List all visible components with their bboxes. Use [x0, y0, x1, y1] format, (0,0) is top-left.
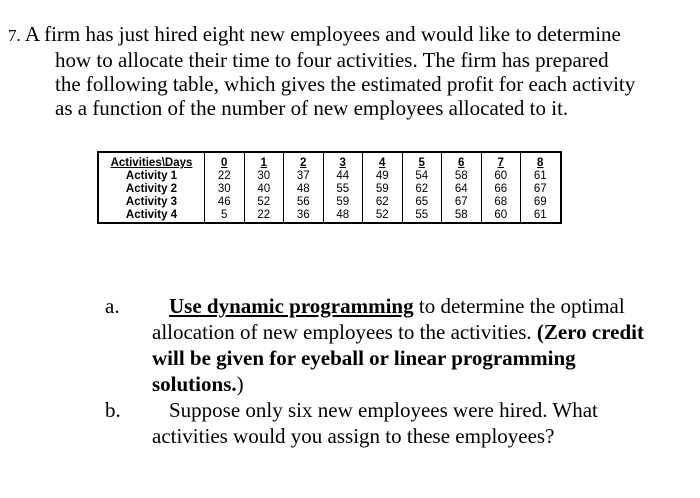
table-cell: 67: [442, 196, 482, 209]
table-cell: 58: [442, 209, 482, 223]
part-b-letter: b.: [105, 398, 121, 422]
part-a-line-4-end: ): [236, 372, 244, 396]
table-cell: 30: [244, 170, 284, 183]
table-cell: 36: [284, 209, 324, 223]
table-row: [98, 170, 561, 183]
table-cell: 60: [481, 170, 521, 183]
table-cell: 5: [205, 209, 245, 223]
part-a-line-4-bold: solutions.: [152, 372, 237, 396]
row-label: Activity 1: [98, 170, 205, 183]
table-cell: 67: [533, 183, 547, 195]
problem-text-1: A firm has just hired eight new employees and would like to determine: [24, 22, 621, 46]
day-header: 6: [442, 152, 482, 170]
part-b-line-1: Suppose only six new employees were hired. What: [169, 398, 598, 422]
table-cell: 62: [402, 183, 442, 196]
table-cell: 22: [205, 170, 245, 183]
part-a-line-2: [152, 320, 644, 344]
problem-statement: [8, 22, 688, 120]
table-cell: 56: [284, 196, 324, 209]
question-number: 7.: [8, 26, 21, 45]
part-a-line-2-bold: (Zero credit: [536, 320, 644, 344]
table-cell: 61: [533, 170, 547, 182]
table-row: [98, 183, 561, 196]
table-cell: 68: [481, 196, 521, 209]
table-cell: 55: [323, 183, 363, 196]
table-cell: 58: [442, 170, 482, 183]
table-cell: 60: [481, 209, 521, 223]
table-cell: 22: [244, 209, 284, 223]
table-cell: 69: [533, 196, 547, 208]
table-cell: 37: [284, 170, 324, 183]
table-cell: 30: [205, 183, 245, 196]
row-label: Activity 2: [98, 183, 205, 196]
table-row: [98, 196, 561, 209]
table-cell: 59: [363, 183, 403, 196]
problem-line-1: [8, 22, 688, 48]
profit-table-wrapper: [97, 151, 562, 224]
table-cell: 54: [402, 170, 442, 183]
day-header: 5: [402, 152, 442, 170]
day-header: 2: [284, 152, 324, 170]
day-header: 7: [481, 152, 521, 170]
part-a-underlined-text: Use dynamic programming: [169, 294, 414, 318]
day-header: 4: [363, 152, 403, 170]
table-cell: 66: [481, 183, 521, 196]
corner-header: Activities\Days: [98, 152, 205, 170]
table-cell: 44: [323, 170, 363, 183]
part-a-line-1-rest: to determine the optimal: [413, 294, 625, 318]
day-header: 1: [244, 152, 284, 170]
table-cell: 52: [363, 209, 403, 223]
table-cell: 48: [323, 209, 363, 223]
problem-line-2: how to allocate their time to four activities. The firm has prepared: [55, 48, 609, 72]
problem-line-4: as a function of the number of new employees allocated to it.: [55, 96, 569, 120]
day-header: 8: [537, 157, 544, 169]
table-header-row: [98, 152, 561, 170]
table-cell: 40: [244, 183, 284, 196]
part-b-line-2: activities would you assign to these employees?: [152, 424, 555, 448]
part-a-line-4: [152, 372, 244, 396]
table-cell: 64: [442, 183, 482, 196]
table-cell: 46: [205, 196, 245, 209]
table-cell: 48: [284, 183, 324, 196]
part-a-letter: a.: [105, 294, 120, 318]
profit-table: [97, 151, 562, 224]
table-cell: 55: [402, 209, 442, 223]
part-a-line-1: [169, 294, 625, 318]
table-cell: 52: [244, 196, 284, 209]
part-a-line-2-text: allocation of new employees to the activities.: [152, 320, 537, 344]
table-cell: 62: [363, 196, 403, 209]
row-label: Activity 4: [98, 209, 205, 223]
day-header: 3: [323, 152, 363, 170]
table-cell: 65: [402, 196, 442, 209]
table-cell: 49: [363, 170, 403, 183]
table-cell: 61: [533, 209, 547, 221]
table-cell: 59: [323, 196, 363, 209]
row-label: Activity 3: [98, 196, 205, 209]
table-row: [98, 209, 561, 223]
day-header: 0: [205, 152, 245, 170]
part-a-line-3: will be given for eyeball or linear programming: [152, 346, 576, 370]
problem-line-3: the following table, which gives the estimated profit for each activity: [55, 72, 636, 96]
